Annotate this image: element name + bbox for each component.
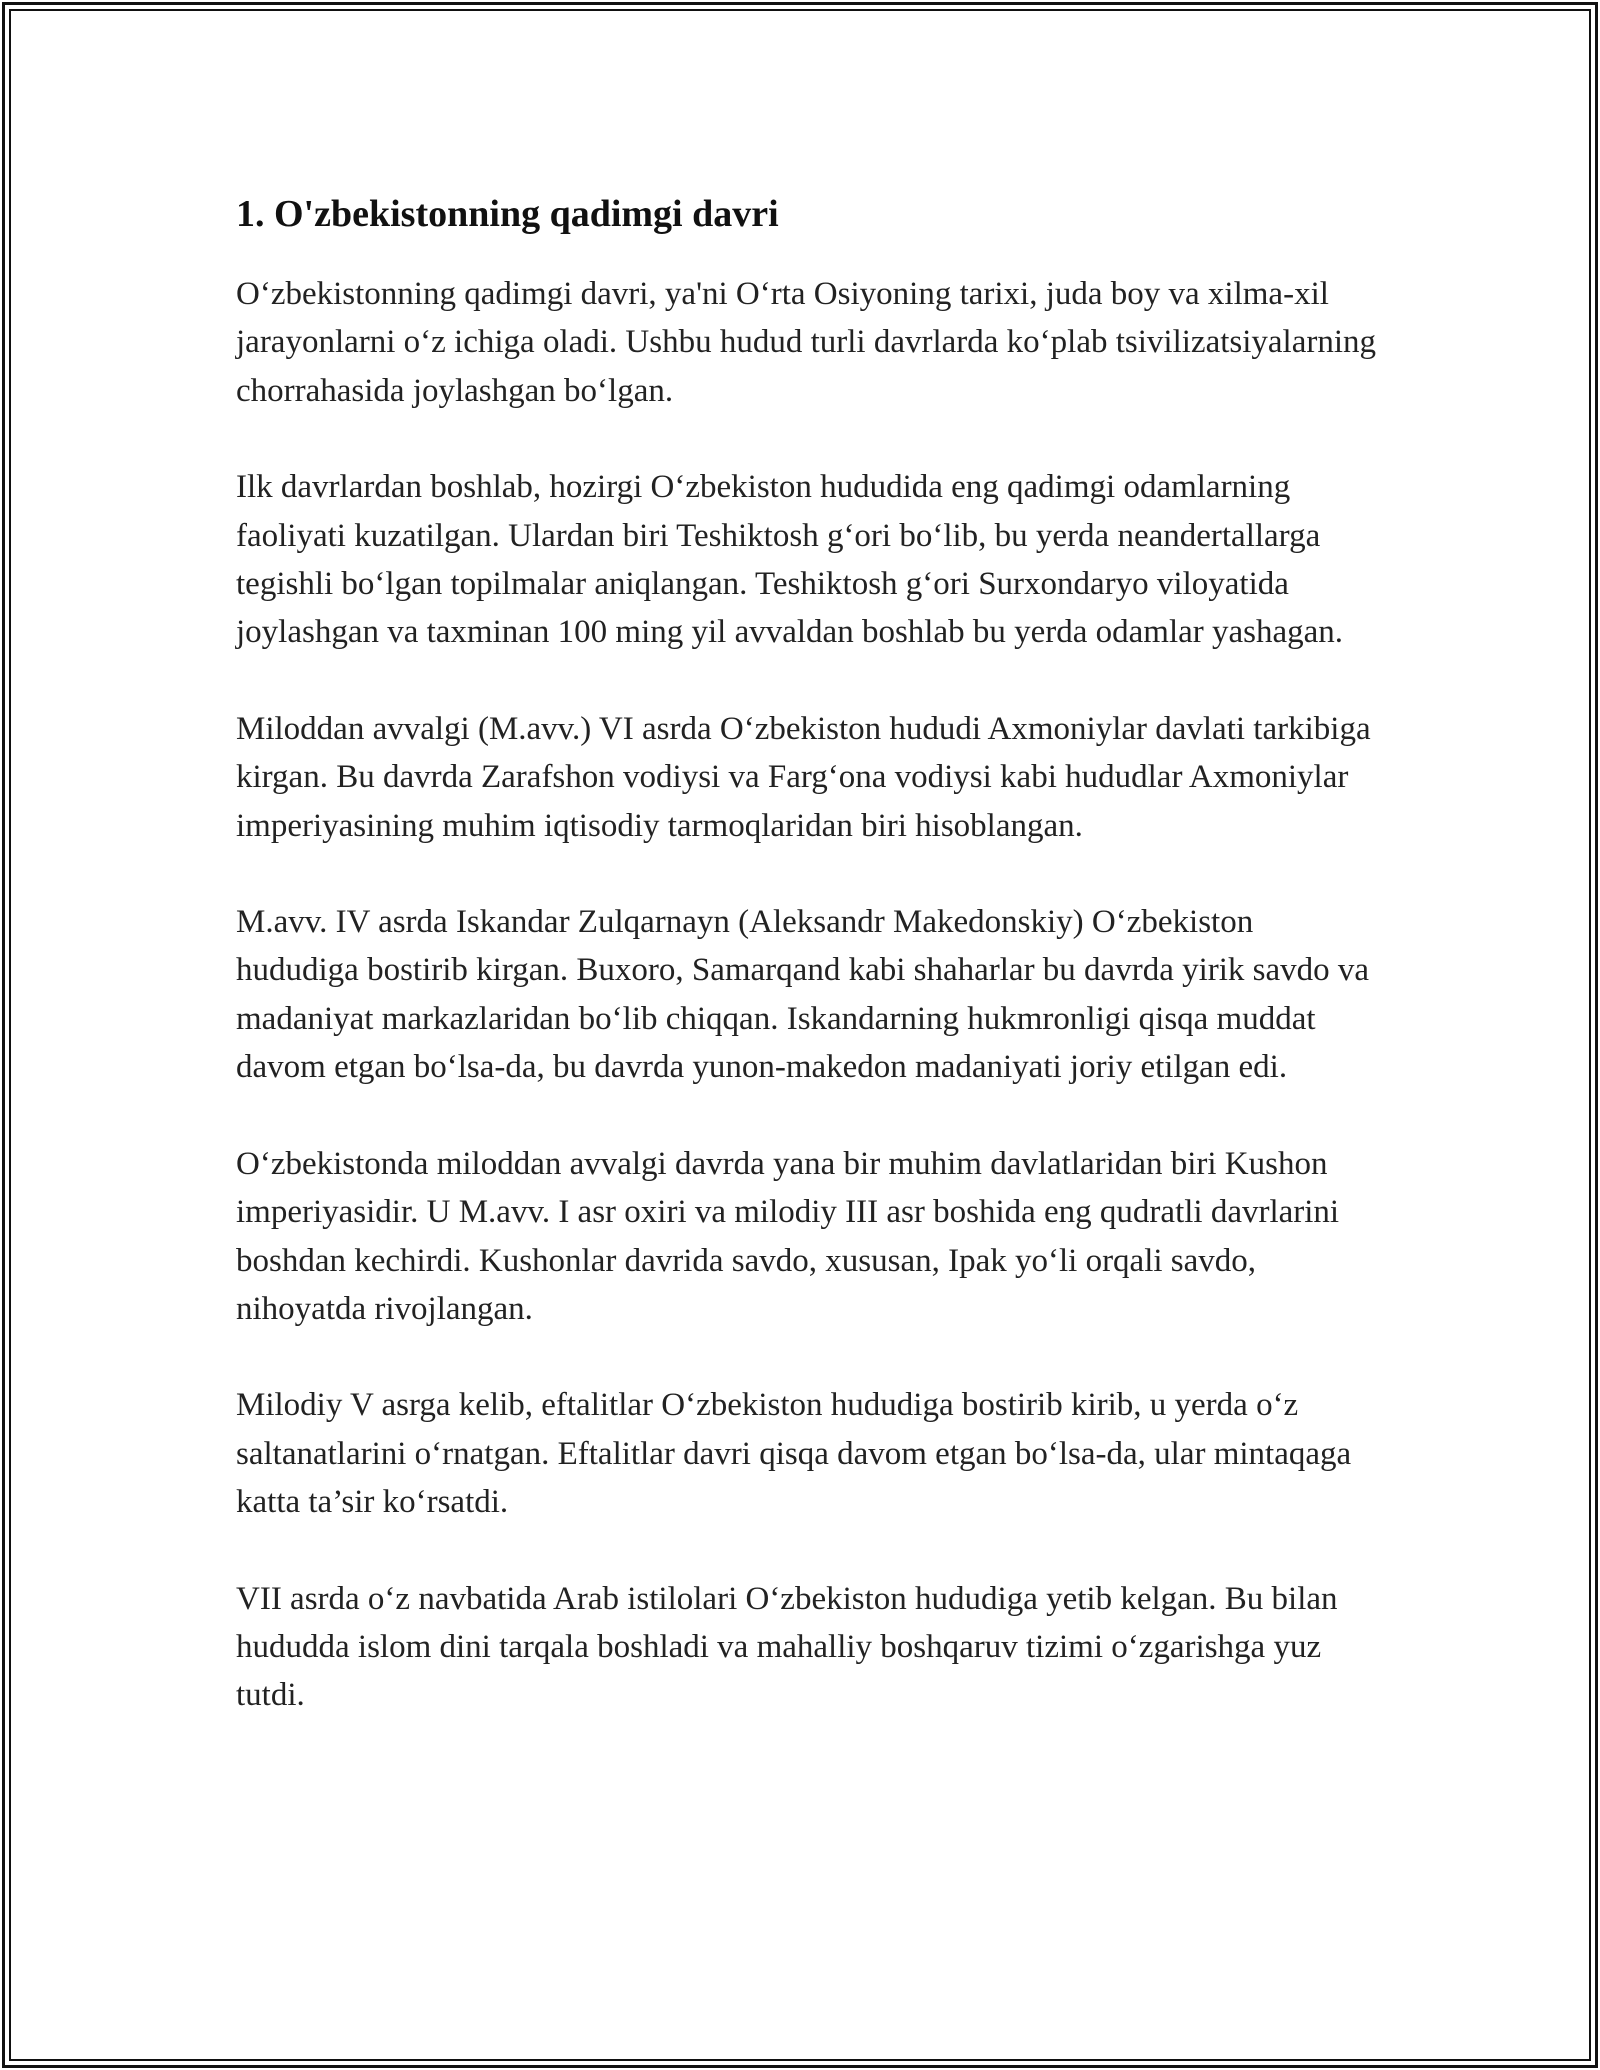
paragraph-5: O‘zbekistonda miloddan avvalgi davrda yana bir muhim davlatlaridan biri Kushon imperiyasidir. U M.avv. I asr oxiri va milodiy III asr boshida eng qudratli davrlarini boshdan kechirdi. Kushonlar davrida savdo, xususan, Ipak yo‘li orqali savdo, nihoyatda rivojlangan.: [236, 1145, 1340, 1327]
page-title: 1. O'zbekistonning qadimgi davri: [236, 193, 779, 235]
paragraph-4: M.avv. IV asrda Iskandar Zulqarnayn (Aleksandr Makedonskiy) O‘zbekiston hududiga bostirib kirgan. Buxoro, Samarqand kabi shaharlar bu davrda yirik savdo va madaniyat markazlaridan bo‘lib chiqqan. Iskandarning hukmronligi qisqa muddat davom etgan bo‘lsa-da, bu davrda yunon-makedon madaniyati joriy etilgan edi.: [236, 904, 1370, 1086]
paragraph-1: O‘zbekistonning qadimgi davri, ya'ni O‘rta Osiyoning tarixi, juda boy va xilma-xil jarayonlarni o‘z ichiga oladi. Ushbu hudud turli davrlarda ko‘plab tsivilizatsiyalarning chorrahasida joylashgan bo‘lgan.: [236, 276, 1377, 409]
paragraph-6: Milodiy V asrga kelib, eftalitlar O‘zbekiston hududiga bostirib kirib, u yerda o‘z saltanatlarini o‘rnatgan. Eftalitlar davri qisqa davom etgan bo‘lsa-da, ular mintaqaga katta ta’sir ko‘rsatdi.: [236, 1387, 1352, 1521]
paragraph-3: Miloddan avvalgi (M.avv.) VI asrda O‘zbekiston hududi Axmoniylar davlati tarkibiga kirgan. Bu davrda Zarafshon vodiysi va Farg‘ona vodiysi kabi hududlar Axmoniylar imperiyasining muhim iqtisodiy tarmoqlaridan biri hisoblangan.: [236, 710, 1371, 844]
document-page: [236, 186, 1376, 1768]
paragraph-2: Ilk davrlardan boshlab, hozirgi O‘zbekiston hududida eng qadimgi odamlarning faoliyati kuzatilgan. Ulardan biri Teshiktosh g‘ori bo‘lib, bu yerda neandertallarga tegishli bo‘lgan topilmalar aniqlangan. Teshiktosh g‘ori Surxondaryo viloyatida joylashgan va taxminan 100 ming yil avvaldan boshlab bu yerda odamlar yashagan.: [236, 469, 1344, 651]
paragraph-7: VII asrda o‘z navbatida Arab istilolari O‘zbekiston hududiga yetib kelgan. Bu bilan hududda islom dini tarqala boshladi va mahalliy boshqaruv tizimi o‘zgarishga yuz tutdi.: [236, 1580, 1338, 1714]
